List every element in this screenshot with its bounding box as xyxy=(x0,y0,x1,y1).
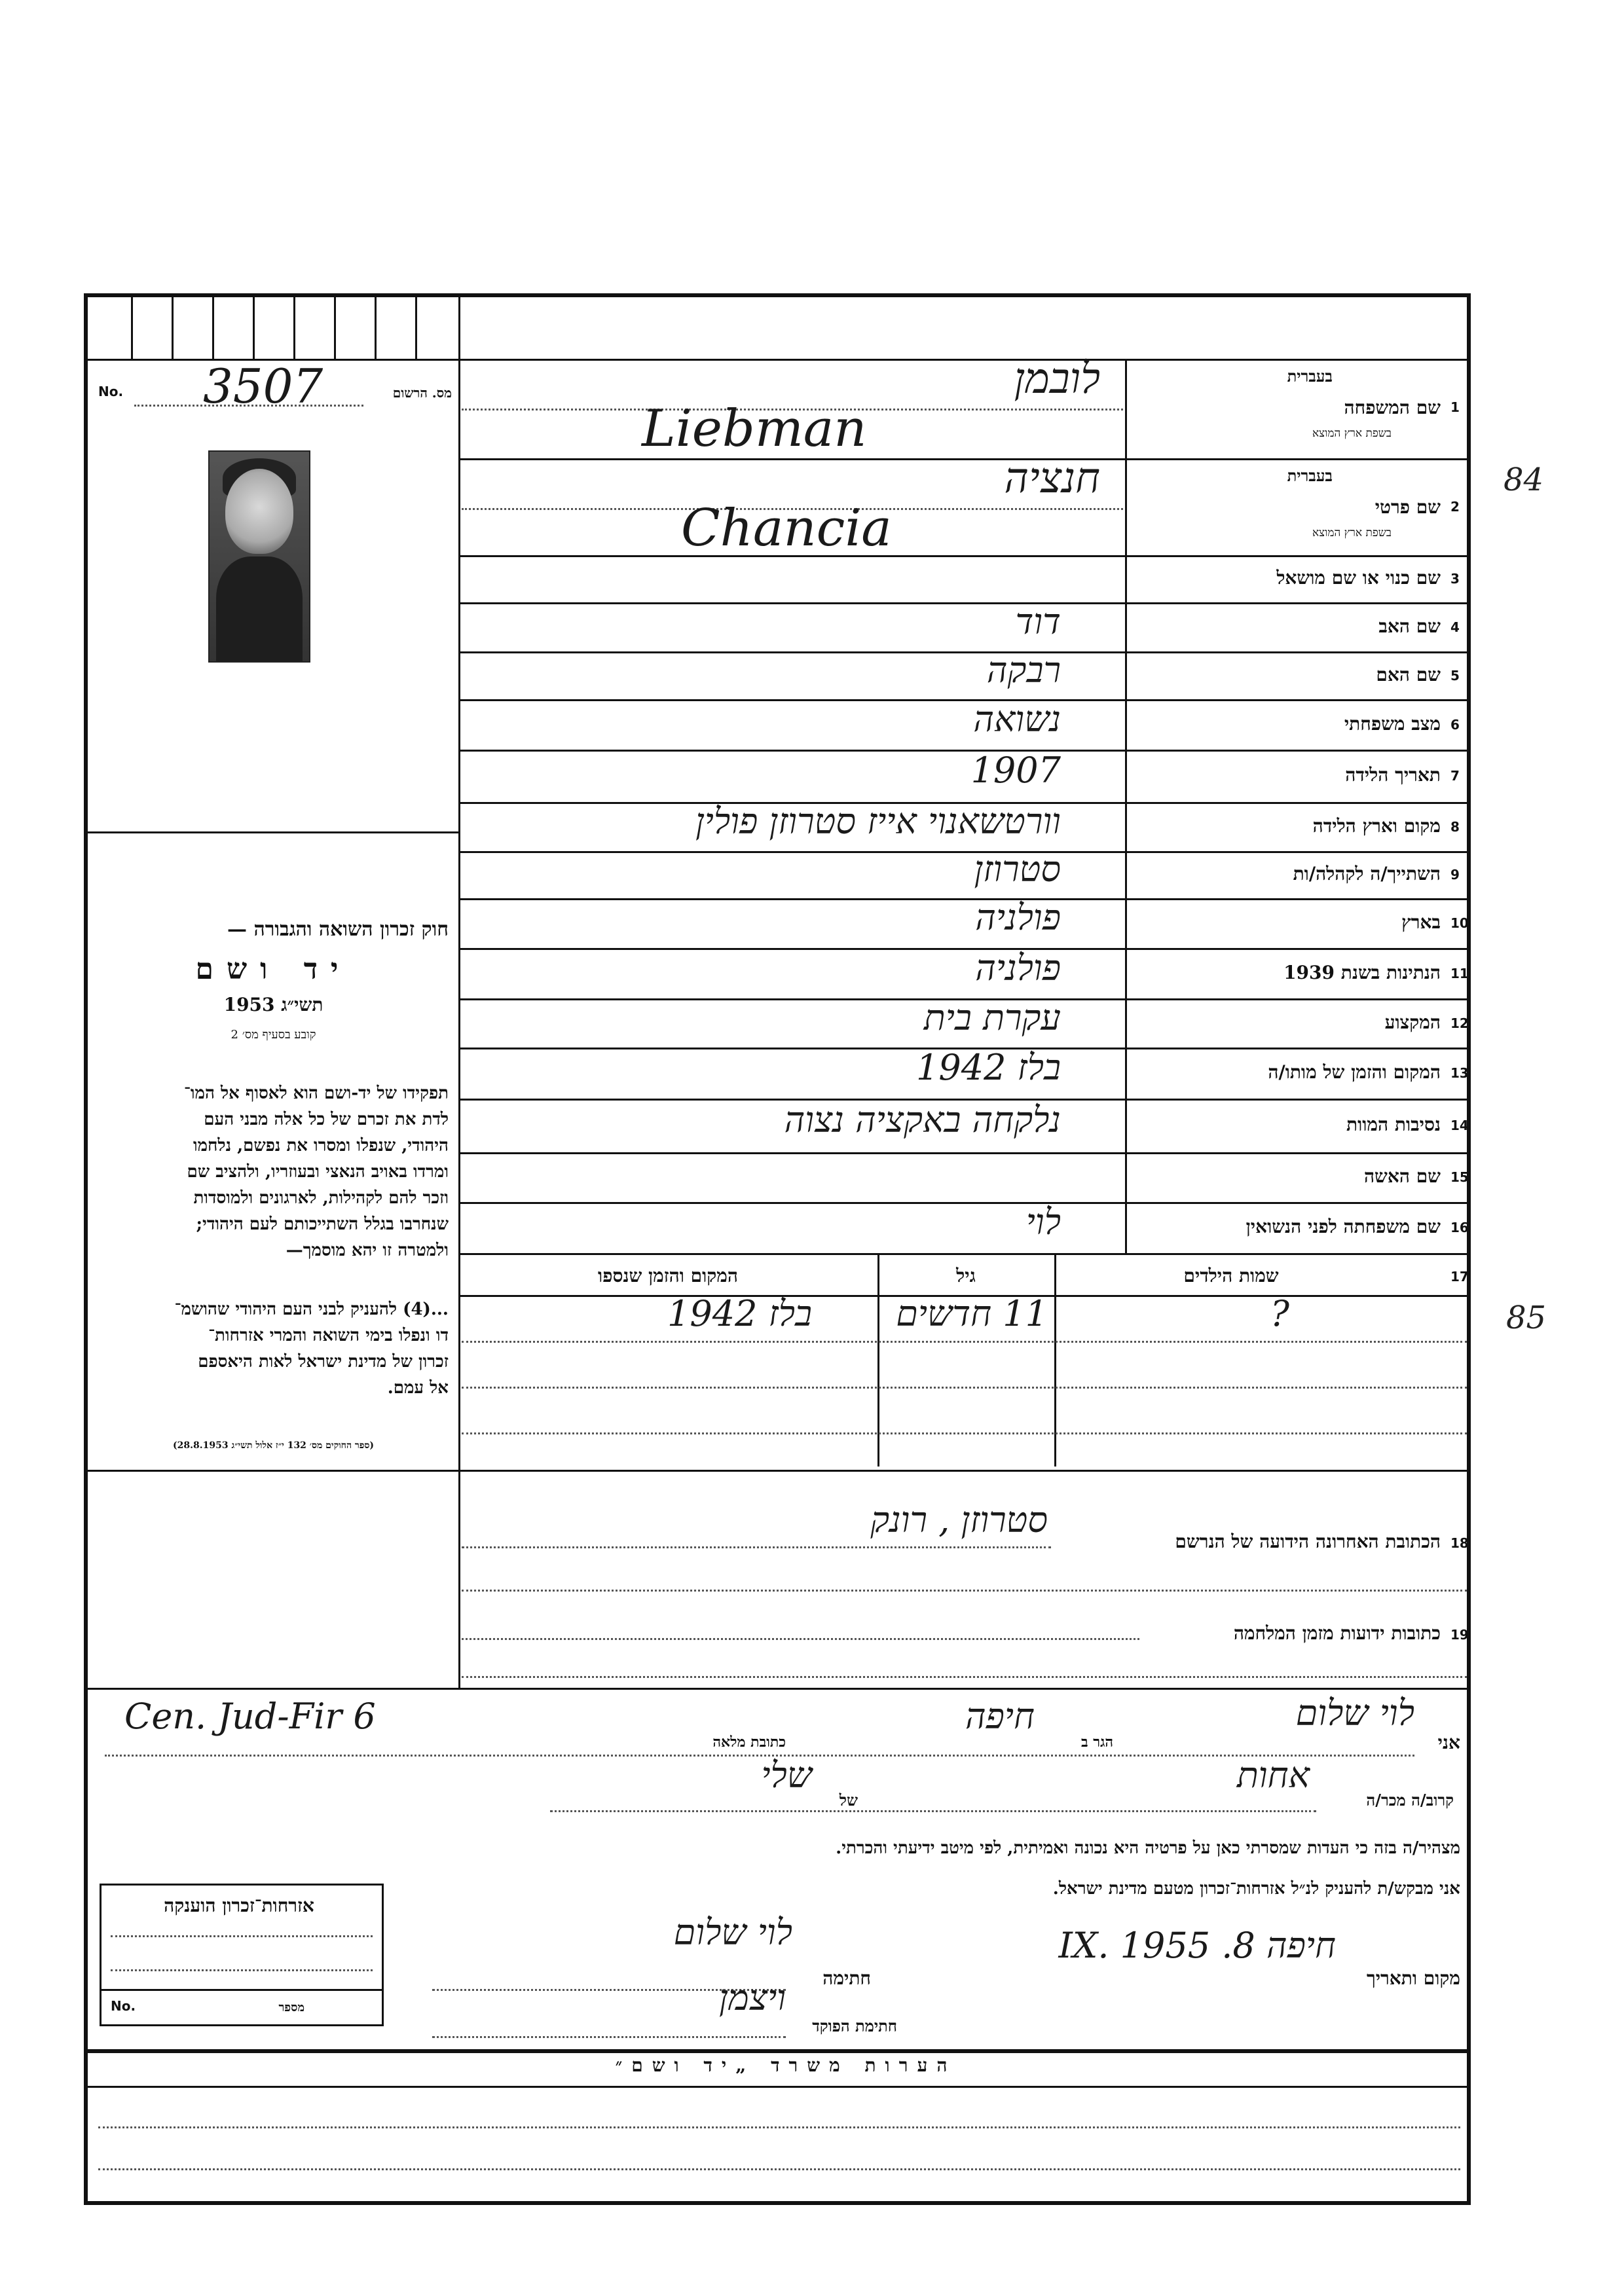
field-5-value: רבקה xyxy=(986,649,1061,691)
divider xyxy=(375,293,377,359)
field-line xyxy=(462,1590,1467,1592)
row-divider xyxy=(458,1152,1471,1154)
field-8-value: וורטשאנוי אייז סטרוזן פולין xyxy=(695,800,1061,842)
remarks-title: הערות משרד „יד ושם״ xyxy=(615,2054,957,2076)
signature-label: חתימה xyxy=(822,1967,871,1989)
divider xyxy=(877,1253,879,1467)
institution-name: יד ושם xyxy=(195,953,352,986)
address: Cen. Jud-Fir 6 xyxy=(124,1696,376,1737)
margin-note-middle: 85 xyxy=(1506,1300,1547,1336)
place-date-label: מקום ותאריך xyxy=(1366,1967,1460,1989)
request-text: אני מבקש/ת להעניק לנ״ל אזרחות־זכרון מטעם מדינת ישראל. xyxy=(1052,1879,1460,1899)
divider xyxy=(293,293,295,359)
box-number-label: מספר xyxy=(278,2001,304,2014)
sig-line xyxy=(432,2036,786,2038)
of-label: של xyxy=(839,1791,858,1810)
field-line xyxy=(462,1676,1467,1678)
divider xyxy=(415,293,417,359)
field-line xyxy=(462,1546,1051,1548)
field-13-value: בלז 1942 xyxy=(916,1047,1061,1088)
reg-line xyxy=(134,405,363,407)
field-16-value: לוי xyxy=(1025,1201,1061,1243)
resides-label: הגר ב xyxy=(1081,1734,1113,1751)
label-column-divider xyxy=(1125,359,1127,1253)
field-5-label: שם האם xyxy=(1376,663,1441,685)
decl-line xyxy=(550,1810,1316,1812)
field-number: 6 xyxy=(1450,716,1460,733)
field-number: 10 xyxy=(1450,915,1469,931)
sub-label-local: בשפת ארץ המוצא xyxy=(1312,427,1392,440)
field-number: 19 xyxy=(1450,1627,1469,1643)
field-10-value: פולניה xyxy=(975,897,1061,938)
field-number: 15 xyxy=(1450,1169,1469,1185)
divider xyxy=(458,1253,1471,1255)
sub-label-hebrew: בעברית xyxy=(1287,367,1333,386)
registration-number: 3507 xyxy=(203,359,323,414)
child-name: ? xyxy=(1270,1293,1289,1334)
remarks-line xyxy=(98,2126,1460,2128)
field-2-label: שם פרטי xyxy=(1375,496,1441,518)
children-line xyxy=(462,1432,1467,1434)
field-3-label: שם כנוי או שם מושאל xyxy=(1276,567,1441,589)
relation: אחות xyxy=(1236,1755,1310,1796)
child-place: בלז 1942 xyxy=(667,1293,812,1334)
child-age: 11 חדשים xyxy=(896,1293,1048,1334)
field-number: 5 xyxy=(1450,667,1460,683)
officer-label: חתימת הפוקד xyxy=(812,2016,897,2035)
column-divider xyxy=(458,293,460,1688)
field-number: 18 xyxy=(1450,1535,1469,1551)
field-13-label: המקום והזמן של מותו/ה xyxy=(1268,1061,1441,1083)
field-18-value: סטרוזן , רונק xyxy=(870,1499,1048,1540)
field-number: 14 xyxy=(1450,1118,1469,1133)
reg-no-label: מס. הרשום xyxy=(392,385,452,401)
row-divider xyxy=(458,555,1471,557)
field-8-label: מקום וארץ הלידה xyxy=(1312,814,1441,837)
of-value: שלי xyxy=(761,1755,812,1796)
footnote: (ספר החוקים מס׳ 132 י״ז אלול תשי״ג 28.8.1953) xyxy=(173,1440,374,1451)
field-2-value-hebrew: חנציה xyxy=(1004,454,1100,503)
divider xyxy=(84,831,458,833)
portrait-photo xyxy=(208,450,310,663)
field-14-value: נלקחה באקציה נצוה xyxy=(784,1099,1061,1140)
field-15-label: שם האשה xyxy=(1363,1165,1441,1187)
divider xyxy=(84,1688,1471,1690)
field-number: 13 xyxy=(1450,1065,1469,1081)
children-line xyxy=(462,1341,1467,1343)
children-names-header: שמות הילדים xyxy=(1183,1265,1279,1286)
children-line xyxy=(462,1387,1467,1389)
place-date: חיפה 8. IX. 1955 xyxy=(1058,1925,1336,1966)
field-12-label: המקצוע xyxy=(1384,1011,1441,1033)
margin-note-top: 84 xyxy=(1504,462,1544,498)
field-18-label: הכתובת האחרונה הידועה של הנרשם xyxy=(1175,1531,1441,1552)
field-number: 2 xyxy=(1450,499,1460,515)
field-1-value-hebrew: לובמן xyxy=(1014,355,1100,403)
field-number: 4 xyxy=(1450,619,1460,635)
divider xyxy=(172,293,174,359)
children-age-header: גיל xyxy=(956,1265,976,1286)
divider xyxy=(334,293,336,359)
section-ref: קובע בסעיף מס׳ 2 xyxy=(231,1028,316,1042)
divider xyxy=(212,293,214,359)
divider xyxy=(131,293,133,359)
address-label: כתובת מלאה xyxy=(712,1734,786,1751)
i-label: אני xyxy=(1437,1732,1460,1753)
field-number: 9 xyxy=(1450,867,1460,883)
field-number: 11 xyxy=(1450,965,1469,981)
field-10-label: בארץ xyxy=(1401,911,1441,933)
box-no-label: No. xyxy=(111,1998,136,2014)
divider xyxy=(84,2086,1471,2088)
citizenship-box xyxy=(100,1884,384,2026)
field-4-label: שם האב xyxy=(1378,615,1441,637)
box-line xyxy=(111,1935,373,1937)
field-6-value: נשואה xyxy=(973,698,1061,740)
remarks-line xyxy=(98,2168,1460,2170)
field-19-label: כתובות ידועות מזמן המלחמה xyxy=(1233,1622,1441,1644)
field-14-label: נסיבות המוות xyxy=(1346,1114,1441,1135)
divider xyxy=(253,293,255,359)
field-number: 7 xyxy=(1450,768,1460,784)
officer-signature: ויצמן xyxy=(718,1977,786,2018)
field-1-label: שם המשפחה xyxy=(1344,397,1441,418)
box-line xyxy=(111,1969,373,1971)
field-number: 17 xyxy=(1450,1269,1469,1285)
field-number: 3 xyxy=(1450,571,1460,587)
no-label: No. xyxy=(98,384,124,399)
field-16-label: שם משפחתה לפני הנשואין xyxy=(1246,1216,1441,1237)
signature: לוי שלום xyxy=(673,1912,792,1953)
children-place-header: המקום והזמן שנספו xyxy=(598,1265,738,1286)
field-11-value: פולניה xyxy=(975,947,1061,989)
field-4-value: דוד xyxy=(1015,600,1061,642)
law-text-2: ...(4) להעניק לבני העם היהודי שהושמ־ דו ונפלו בימי השואה והמרי אזרחות־ זכרון של מדינת ישראל לאות היאספם אל עמם. xyxy=(174,1300,449,1398)
field-line xyxy=(462,1638,1139,1640)
declarant-name: לוי שלום xyxy=(1295,1692,1414,1734)
field-number: 8 xyxy=(1450,818,1460,835)
divider xyxy=(84,1470,1471,1472)
field-11-label: הנתינות בשנת 1939 xyxy=(1283,961,1441,983)
field-number: 12 xyxy=(1450,1015,1469,1031)
divider xyxy=(84,2049,1471,2053)
field-7-value: 1907 xyxy=(970,750,1061,791)
field-number: 16 xyxy=(1450,1220,1469,1235)
sub-label-local: בשפת ארץ המוצא xyxy=(1312,526,1392,539)
law-year: תשי״ג 1953 xyxy=(223,994,323,1015)
field-2-value-local: Chancia xyxy=(681,499,892,558)
field-12-value: עקרת בית xyxy=(923,996,1061,1038)
field-number: 1 xyxy=(1450,399,1460,415)
sub-label-hebrew: בעברית xyxy=(1287,466,1333,485)
city: חיפה xyxy=(965,1696,1035,1737)
field-9-value: סטרוזן xyxy=(974,848,1061,890)
relative-label: קרוב/ה מכר/ה xyxy=(1366,1791,1454,1810)
divider xyxy=(1054,1253,1056,1467)
field-6-label: מצב משפחתי xyxy=(1344,712,1441,735)
law-text: תפקידו של יד-ושם הוא לאסוף אל המו־ לדת את זכרם של כל אלה מבני העם היהודי, שנפלו ומסרו את נפשם, נלחמו ומרדו באויב הנאצי ובעוזריו, ולהציב שם וזכר להם לקהילות, לארגונים ולמוסדות שנחרבו בגלל השתייכותם לעם היהודי; ולמטרה זו יהא מוסמך— xyxy=(183,1084,449,1260)
field-7-label: תאריך הלידה xyxy=(1345,764,1441,786)
field-9-label: השתייך/ה לקהלה/ות xyxy=(1293,863,1441,884)
law-title: חוק זכרון השואה והגבורה — xyxy=(227,918,449,941)
field-1-value-local: Liebman xyxy=(642,399,867,458)
declaration-text: מצהיר/ה בזה כי העדות שמסרתי כאן על פרטיה היא נכונה ואמיתית, לפי מיטב ידיעתי והכרתי. xyxy=(836,1838,1460,1858)
citizenship-title: אזרחות־זכרון הוענקה xyxy=(164,1895,314,1916)
